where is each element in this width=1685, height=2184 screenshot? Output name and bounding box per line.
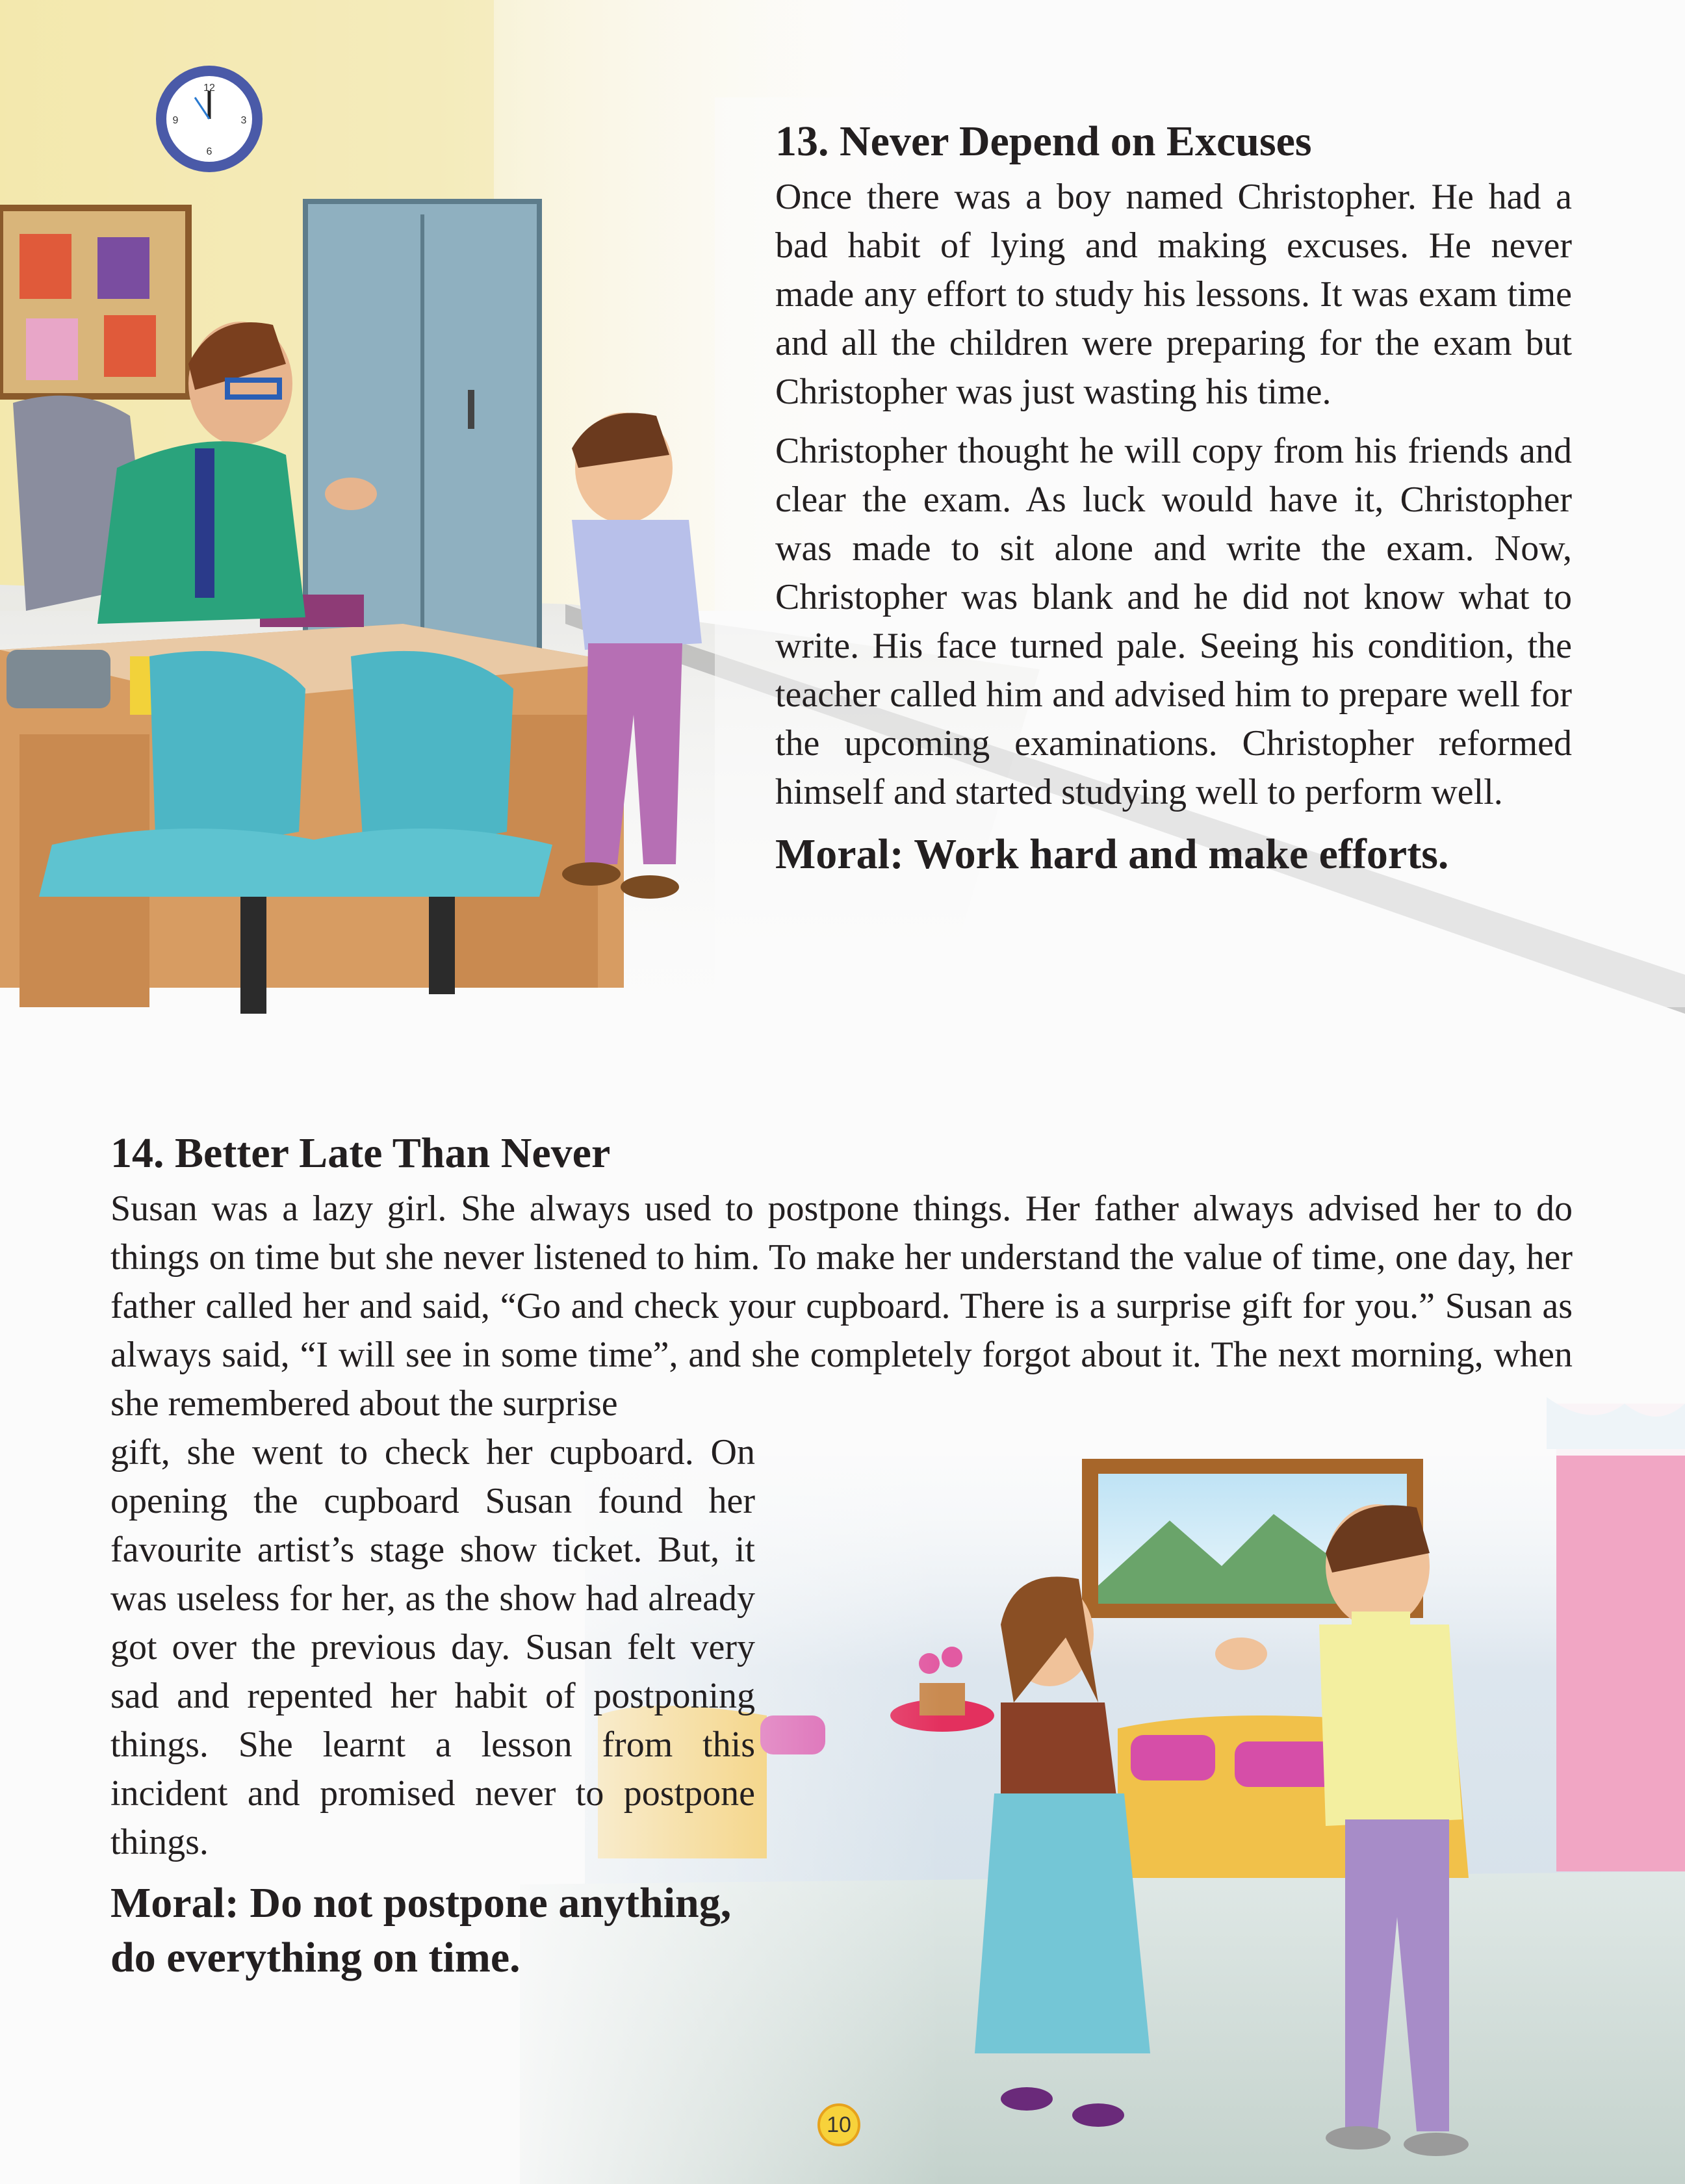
story-13-title: 13. Never Depend on Excuses <box>775 118 1312 165</box>
svg-text:3: 3 <box>240 115 247 126</box>
story-14-moral <box>110 1876 1573 1985</box>
story-13-moral: Moral: Work hard and make efforts. <box>775 830 1449 878</box>
story-14 <box>110 1127 1573 1985</box>
story-14-moral-line-2: do everything on time. <box>110 1934 521 1981</box>
story-13-paragraph-2: Christopher thought he will copy from his friends and clear the exam. As luck would have it, Christopher was made to sit alone and write the exam. Now, Christopher was blank and he did not know what to write. His face turned pale. Seeing his condition, the teacher called him and advised him to prepare well for the upcoming examinations. Christopher reformed himself and started studying well to perform well. <box>775 431 1572 812</box>
story-14-continuation: gift, she went to check her cupboard. On opening the cupboard Susan found her favourite artist’s stage show ticket. But, it was useless for her, as the show had already got over the previous day. Susan felt very sad and repented her habit of postponing things. She learnt a lesson from this incident and promised never to postpone things. <box>110 1432 755 1862</box>
telephone <box>6 650 110 708</box>
story-14-moral-line-1: Moral: Do not postpone anything, <box>110 1879 732 1927</box>
notice-board <box>0 208 188 396</box>
story-13-paragraph-1: Once there was a boy named Christopher. He had a bad habit of lying and making excuses. He never made any effort to study his lessons. It was exam time and all the children were preparing for the exam but Christopher was just wasting his time. <box>775 177 1572 412</box>
svg-text:12: 12 <box>203 83 215 94</box>
svg-text:9: 9 <box>172 115 179 126</box>
story-14-title: 14. Better Late Than Never <box>110 1129 611 1177</box>
wall-clock <box>156 66 263 172</box>
story-14-intro: Susan was a lazy girl. She always used to postpone things. Her father always advised her to do things on time but she never listened to him. To make her understand the value of time, one day, her father called her and said, “Go and check your cupboard. There is a surprise gift for you.” Susan as always said, “I will see in some time”, and she completely forgot about it. The next morning, when she remembered about the surprise <box>110 1188 1573 1424</box>
page-number: 10 <box>817 2103 860 2146</box>
story-13 <box>775 116 1572 882</box>
svg-text:6: 6 <box>206 146 212 157</box>
